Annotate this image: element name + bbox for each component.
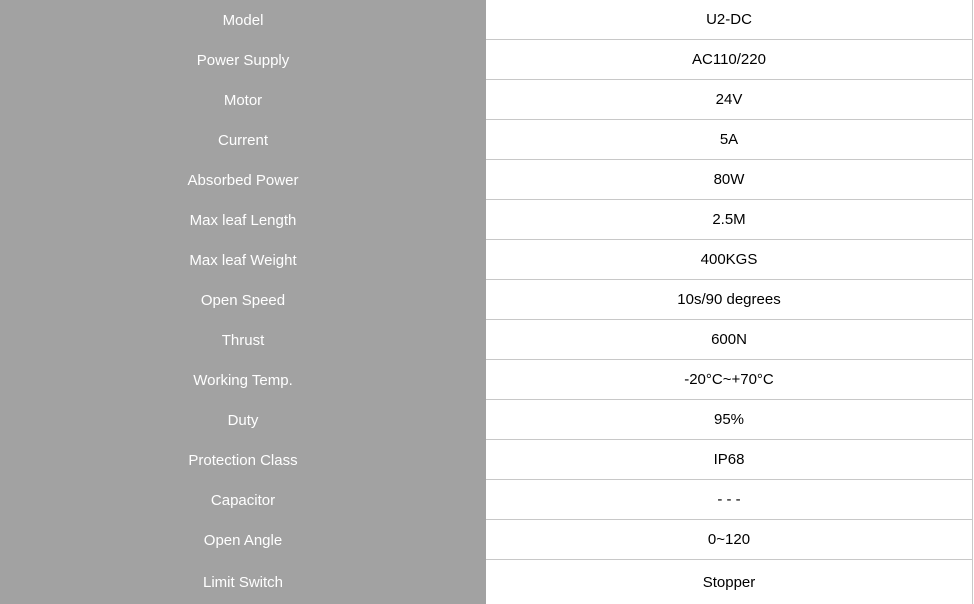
spec-label [0,160,486,200]
spec-value: 600N [486,320,973,360]
spec-row-limit-switch [0,560,974,604]
spec-row-max-leaf-length [0,200,974,240]
spec-label-text: Max leaf Weight [189,251,297,269]
spec-label [0,440,486,480]
spec-label [0,480,486,520]
spec-label-text: Thrust [221,331,265,349]
spec-value: 2.5M [486,200,973,240]
spec-label [0,360,486,400]
spec-value: AC110/220 [486,40,973,80]
spec-row-max-leaf-weight [0,240,974,280]
spec-label-text: Capacitor [210,491,276,509]
spec-value: - - - [486,480,973,520]
spec-label [0,520,486,560]
spec-label-text: Max leaf Length [189,211,297,229]
spec-label [0,40,486,80]
spec-row-working-temp [0,360,974,400]
spec-label [0,120,486,160]
spec-row-capacitor [0,480,974,520]
spec-value: IP68 [486,440,973,480]
spec-value: 5A [486,120,973,160]
spec-row-current [0,120,974,160]
spec-row-model [0,0,974,40]
spec-value: -20°C~+70°C [486,360,973,400]
spec-value: 0~120 [486,520,973,560]
spec-value: 95% [486,400,973,440]
spec-row-absorbed-power [0,160,974,200]
spec-label [0,560,486,604]
spec-label-text: Power Supply [196,51,290,69]
spec-value: U2-DC [486,0,973,40]
spec-value: Stopper [486,560,973,604]
spec-value: 10s/90 degrees [486,280,973,320]
spec-label-text: Duty [227,411,259,429]
spec-row-thrust [0,320,974,360]
spec-label-text: Open Speed [200,291,286,309]
spec-label [0,0,486,40]
spec-row-open-angle [0,520,974,560]
spec-label-text: Absorbed Power [187,171,299,189]
spec-label [0,80,486,120]
spec-value: 80W [486,160,973,200]
spec-label [0,280,486,320]
spec-label-text: Motor [223,91,263,109]
spec-row-motor [0,80,974,120]
spec-row-protection-class [0,440,974,480]
spec-row-open-speed [0,280,974,320]
spec-value: 400KGS [486,240,973,280]
spec-row-power-supply [0,40,974,80]
spec-label-text: Open Angle [203,531,283,549]
spec-label-text: Model [222,11,264,29]
spec-label-text: Limit Switch [202,573,284,591]
spec-label [0,240,486,280]
spec-label [0,200,486,240]
spec-label-text: Protection Class [188,451,298,469]
spec-label-text: Working Temp. [193,371,293,389]
spec-row-duty [0,400,974,440]
spec-value: 24V [486,80,973,120]
spec-label-text: Current [217,131,269,149]
spec-label [0,400,486,440]
spec-label [0,320,486,360]
